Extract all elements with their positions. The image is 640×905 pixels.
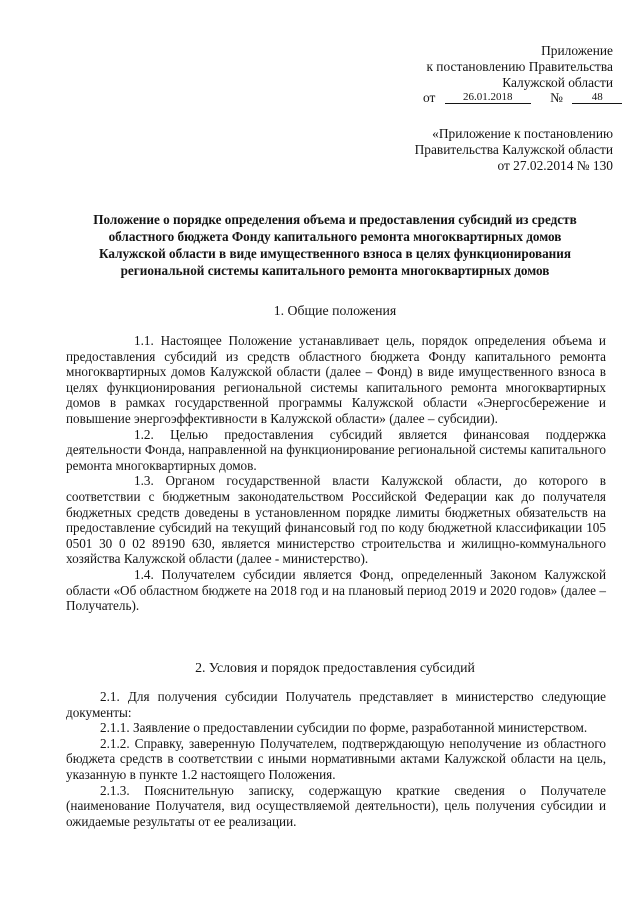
paragraph-1-4 (66, 567, 606, 614)
paragraph-2-1-3: 2.1.3. Пояснительную записку, содержащую краткие сведения о Получателе (наименование Получателя, вид осуществляемой деятельности), цель получения субсидии и ожидаемые результаты от ее реализации. (66, 782, 606, 829)
annex-line-3: Калужской области (502, 75, 613, 90)
document-title (66, 211, 604, 279)
paragraph-number: 1.4. (134, 566, 154, 582)
section-2-heading: 2. Условия и порядок предоставления субсидий (195, 660, 475, 675)
paragraph-text: Получателем субсидии является Фонд, определенный Законом Калужской области «Об областном бюджете на 2018 год и на плановый период 2019 и 2020 годов» (далее – Получатель). (66, 566, 607, 614)
paragraph-text: Настоящее Положение устанавливает цель, порядок определения объема и предоставления субсидий из средств областного бюджета Фонду капитального ремонта многоквартирных домов Калужской области (далее – Фонд) в виде имущественного взноса в целях функционирования региональной системы капитального ремонта многоквартирных домов в рамках государственной программы Калужской области «Энергосбережение и повышение энергоэффективности в Калужской области» (далее – субсидии). (66, 333, 606, 426)
paragraph-number: 1.1. (134, 333, 154, 348)
paragraph-text: Целью предоставления субсидий является финансовая поддержка деятельности Фонда, направленной на функционирование региональной системы капитального ремонта многоквартирных домов. (66, 426, 607, 473)
paragraph-text: Органом государственной власти Калужской области, до которого в соответствии с бюджетным законодательством Российской Федерации как до получателя бюджетных средств доведены в установленном порядке лимиты бюджетных обязательств на предоставление субсидий на текущий финансовый год по коду бюджетной классификации 105 0501 30 0 02 89190 630, является министерство строительства и жилищно-коммунального хозяйства Калужской области (далее - министерство). (66, 473, 606, 567)
paragraph-2-1: 2.1. Для получения субсидии Получатель представляет в министерство следующие документы: (66, 689, 606, 720)
paragraph-1-3 (66, 473, 606, 567)
resolution-date-number (423, 90, 622, 106)
section-1-body (66, 333, 606, 614)
number-label: № (550, 90, 563, 105)
annex-line-1: Приложение (541, 43, 613, 58)
prior-resolution-header (415, 126, 613, 174)
prior-line-3: от 27.02.2014 № 130 (497, 158, 613, 173)
paragraph-1-1 (66, 333, 606, 427)
paragraph-number: 1.2. (134, 426, 154, 442)
prior-line-2: Правительства Калужской области (414, 142, 613, 157)
from-label: от (423, 90, 436, 105)
resolution-number: 48 (572, 91, 622, 104)
prior-line-1: «Приложение к постановлению (432, 126, 613, 141)
paragraph-1-2 (66, 427, 606, 474)
title-line: региональной системы капитального ремонта многоквартирных домов (120, 263, 550, 278)
annex-header (426, 43, 613, 91)
resolution-date: 26.01.2018 (445, 91, 531, 104)
paragraph-2-1-2: 2.1.2. Справку, заверенную Получателем, подтверждающую неполучение из областного бюджета средств в соответствии с иными нормативными актами Калужской области на цель, указанную в пункте 1.2 настоящего Положения. (66, 735, 606, 782)
paragraph-2-1-1: 2.1.1. Заявление о предоставлении субсидии по форме, разработанной министерством. (100, 720, 588, 736)
section-1-heading: 1. Общие положения (273, 303, 397, 318)
paragraph-number: 1.3. (134, 473, 154, 489)
title-line: Калужской области в виде имущественного взноса в целях функционирования (98, 246, 572, 261)
annex-line-2: к постановлению Правительства (426, 59, 613, 74)
title-line: областного бюджета Фонду капитального ремонта многоквартирных домов (108, 229, 562, 244)
section-2-body (66, 689, 606, 829)
title-line: Положение о порядке определения объема и предоставления субсидий из средств (93, 212, 577, 227)
